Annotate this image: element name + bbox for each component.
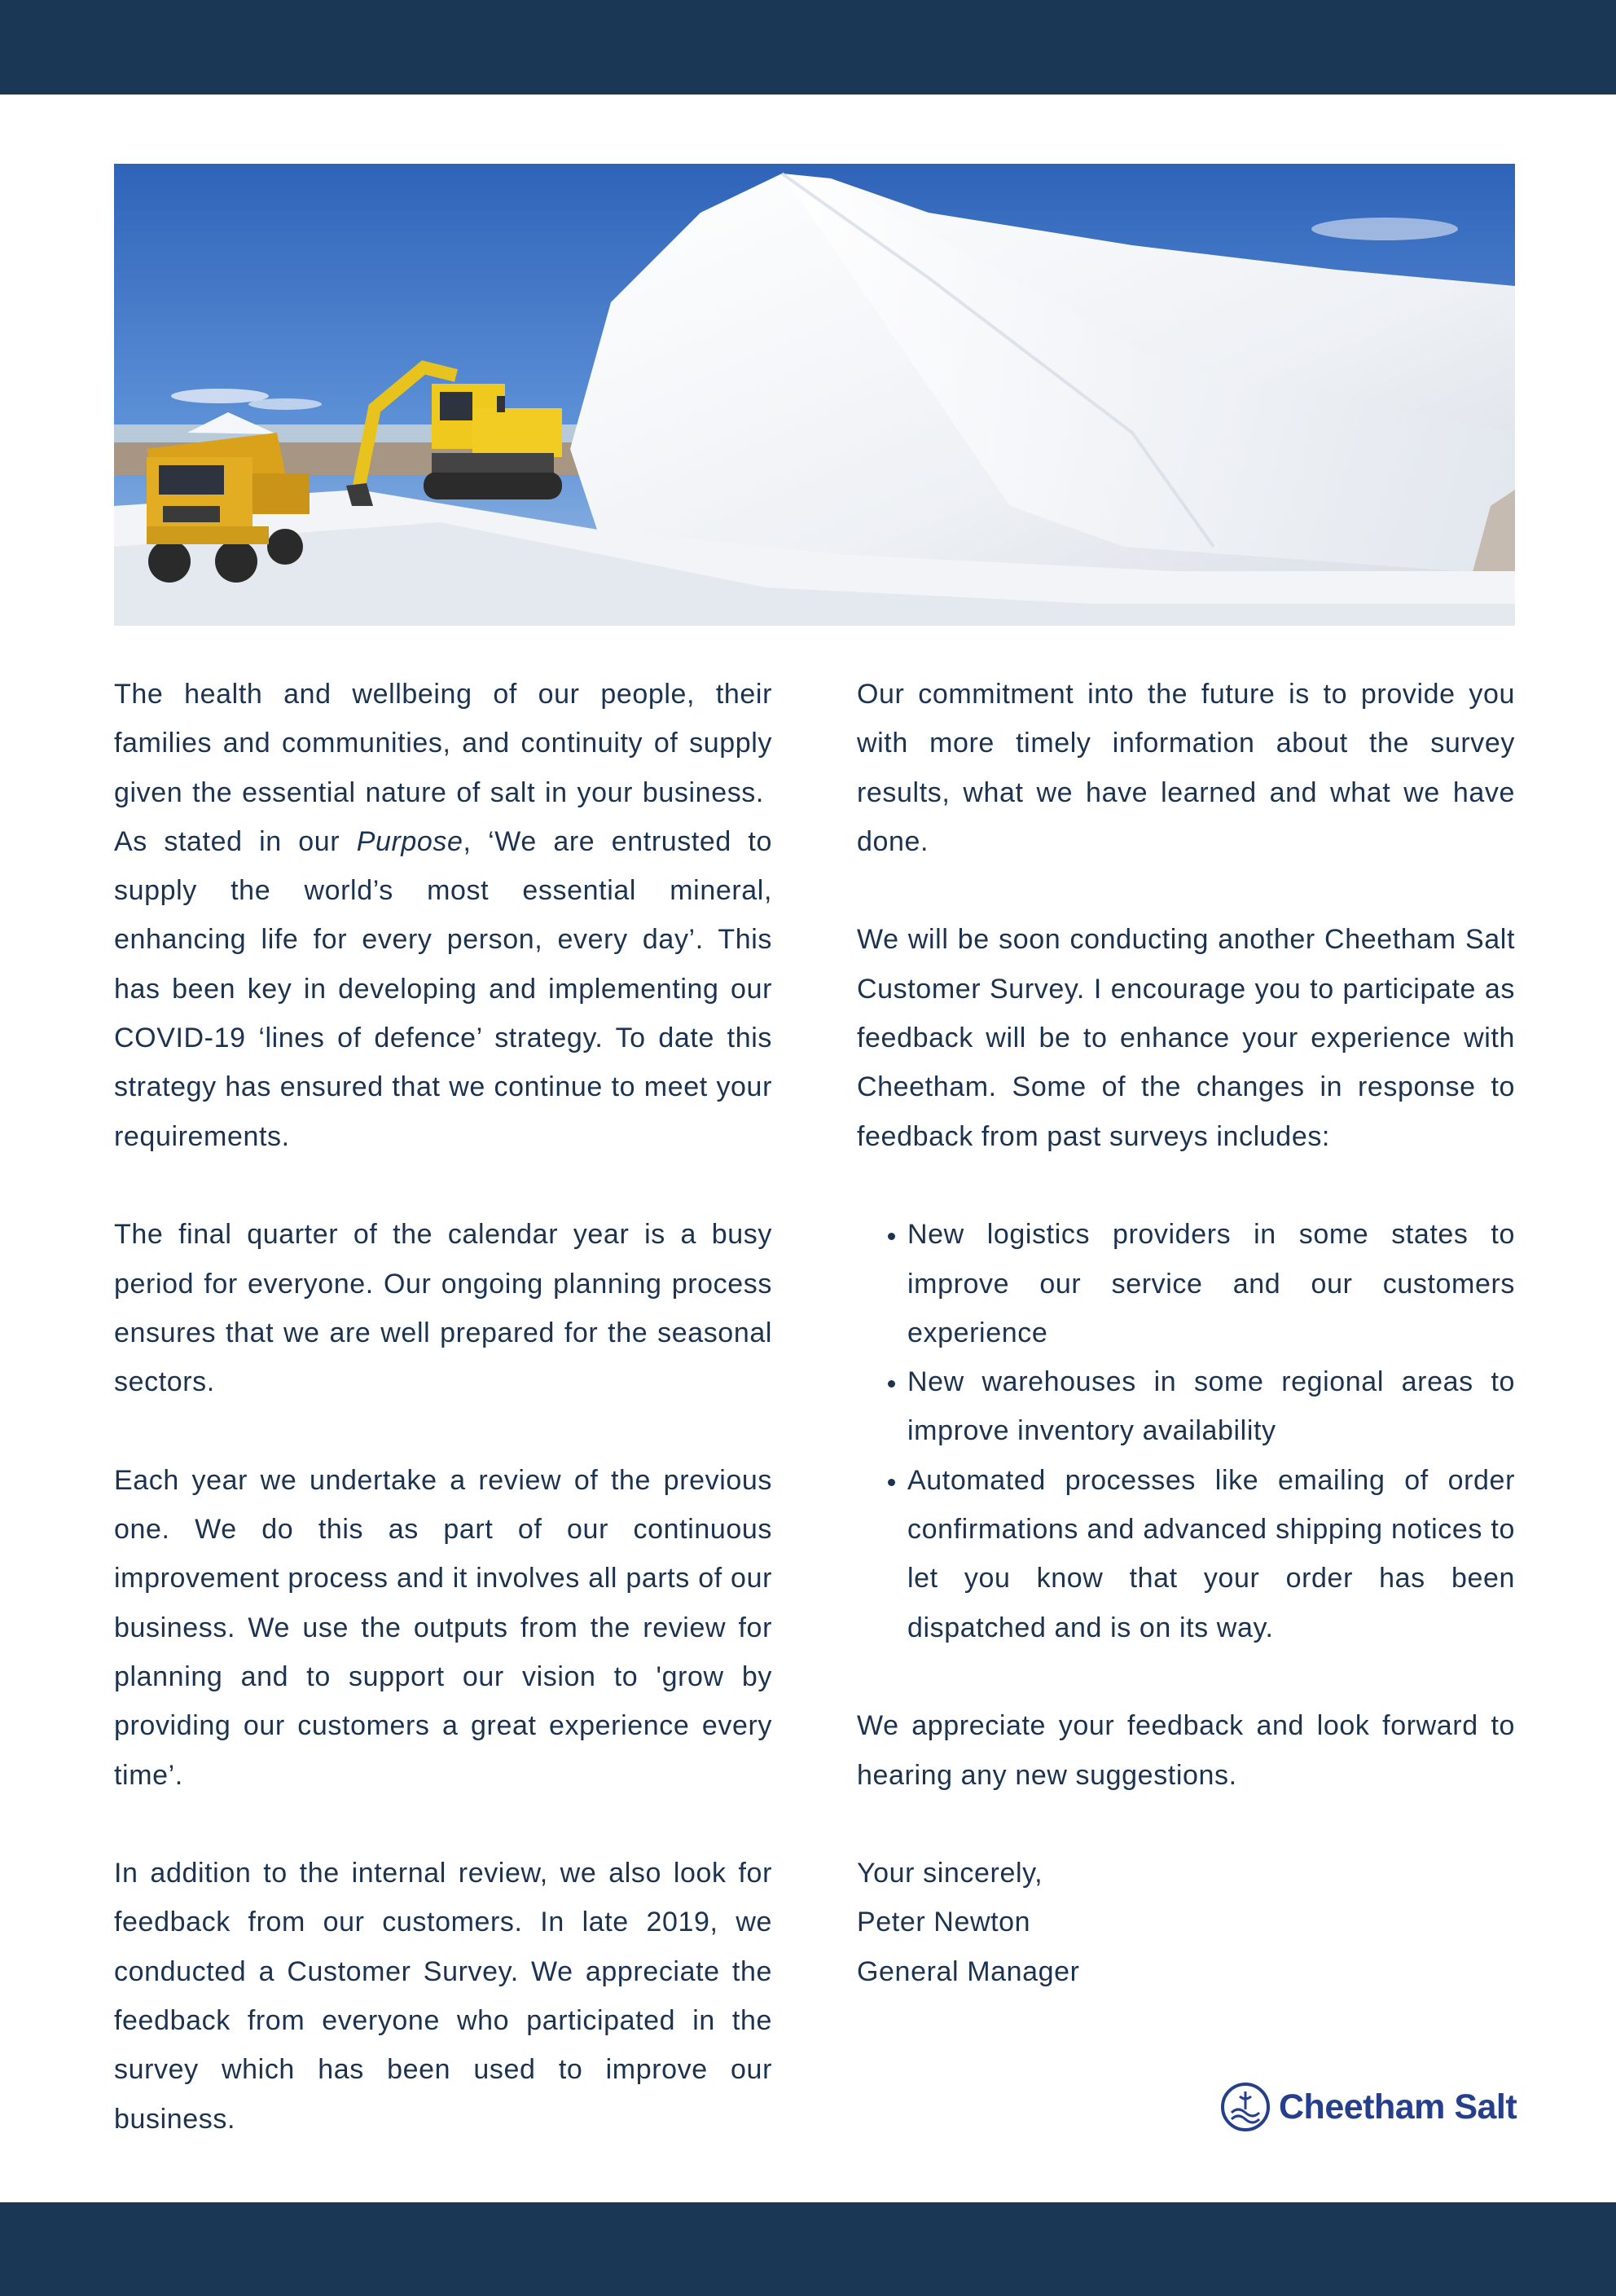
right-column: [857, 670, 1515, 1996]
signer-title: General Manager: [857, 1955, 1080, 1987]
paragraph-appreciation: We appreciate your feedback and look forward to hearing any new suggestions.: [857, 1710, 1515, 1791]
salt-stockpile-photo: [114, 164, 1515, 626]
signer-name: Peter Newton: [857, 1907, 1031, 1938]
logo-text: Cheetham Salt: [1279, 2087, 1517, 2127]
list-item: • Automated processes like emailing of order confirmations and advanced shipping notices to let you know that your order has been dispatched and is on its way.: [907, 1456, 1515, 1652]
company-logo: [1220, 2081, 1517, 2133]
cheetham-salt-emblem-icon: [1220, 2082, 1271, 2132]
signoff: Your sincerely,: [857, 1858, 1043, 1889]
paragraph-customer-feedback: In addition to the internal review, we also look for feedback from our customers. In late 2019, we conducted a Customer Survey. We appreciate the feedback from everyone who participated in the survey which has been used to improve our business.: [114, 1858, 772, 2135]
paragraph-annual-review: Each year we undertake a review of the previous one. We do this as part of our continuous improvement process and it involves all parts of our business. We use the outputs from the review for planning and to support our vision to 'grow by providing our customers a great experience every time’.: [114, 1464, 772, 1791]
paragraph-future-commitment: Our commitment into the future is to provide you with more timely information about the survey results, what we have learned and what we have done.: [857, 679, 1515, 857]
paragraph-final-quarter: The final quarter of the calendar year is a busy period for everyone. Our ongoing planning process ensures that we are well prepared for the seasonal sectors.: [114, 1219, 772, 1398]
hero-photo: [114, 164, 1515, 626]
changes-list: [857, 1210, 1515, 1652]
list-item: • New warehouses in some regional areas to improve inventory availability: [907, 1357, 1515, 1456]
footer-band: [0, 2202, 1616, 2296]
header-band: [0, 0, 1616, 95]
left-column: [114, 670, 772, 2144]
paragraph-health-wellbeing: The health and wellbeing of our people, their families and communities, and continuity of supply given the essential nature of salt in your business. As stated in our Purpose, ‘We are entrusted to supply the world’s most essential mineral, enhancing life for every person, every day’. This has been key in developing and implementing our COVID-19 ‘lines of defence’ strategy. To date this strategy has ensured that we continue to meet your requirements.: [114, 679, 772, 1152]
list-item: • New logistics providers in some states to improve our service and our customers experience: [907, 1210, 1515, 1357]
paragraph-upcoming-survey: We will be soon conducting another Cheetham Salt Customer Survey. I encourage you to participate as feedback will be to enhance your experience with Cheetham. Some of the changes in response to feedback from past surveys includes:: [857, 924, 1515, 1152]
